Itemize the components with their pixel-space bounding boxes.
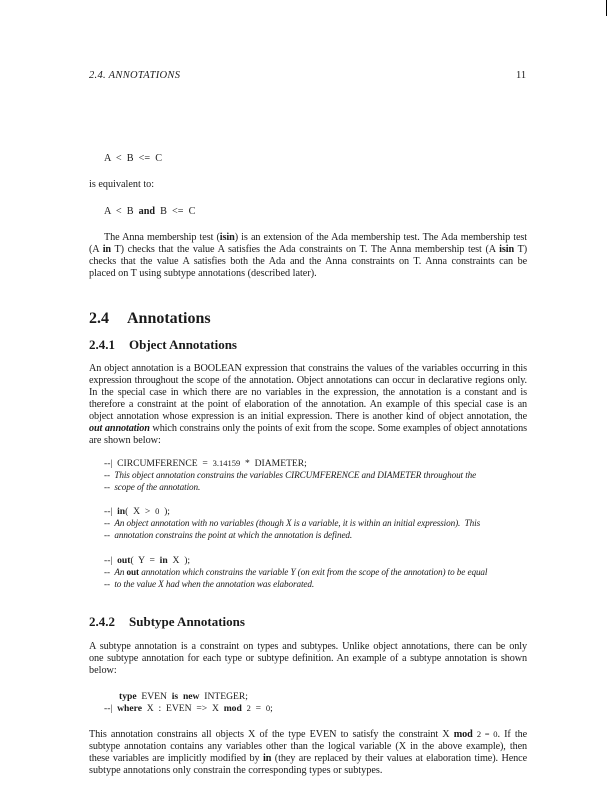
paragraph-line: [89, 268, 317, 279]
section-heading: [89, 310, 211, 328]
text-segment: where: [117, 703, 142, 714]
text-segment: ( X >: [125, 506, 156, 517]
text-segment: 3.14159: [212, 458, 241, 468]
section-number: 2.4: [89, 310, 109, 327]
text-segment: A < B <= C: [104, 153, 162, 164]
code-expression: [104, 206, 195, 217]
text-segment: these variables are implicitly modified by: [89, 753, 264, 764]
text-segment: mod: [453, 729, 473, 740]
text-segment: 0: [265, 703, 271, 713]
text-segment: to the value X had when the annotation was elaborated.: [114, 579, 315, 589]
text-segment: This object annotation constrains the variables CIRCUMFERENCE and DIAMETER throughout the: [114, 470, 477, 480]
paragraph-line: [89, 753, 527, 764]
text-segment: --: [104, 518, 115, 528]
text-segment: which constrains only the points of exit from the scope. Some examples of object annotations: [149, 423, 527, 434]
annotation-comment: [104, 530, 352, 541]
text-segment: expression throughout the scope of the annotation. Object annotations can occur in declarative regions only.: [89, 375, 527, 386]
text-segment: isin: [219, 232, 235, 243]
text-segment: --|: [104, 506, 118, 517]
section-title: Annotations: [127, 310, 211, 327]
text-segment: are shown below:: [89, 435, 161, 446]
text-segment: checks that the value A satisfies both the Ada and the Anna constraints on T. Anna constraints can be: [89, 256, 527, 267]
type-declaration-code: [119, 691, 248, 702]
subsection-heading: [89, 614, 245, 629]
text-segment: below:: [89, 665, 117, 676]
page-number: 11: [516, 70, 527, 81]
text-segment: in: [263, 753, 272, 764]
text-segment: annotation constrains the point at which the annotation is defined.: [114, 530, 353, 540]
text-segment: The Anna membership test (: [104, 232, 220, 243]
text-segment: 0: [155, 506, 160, 516]
text-segment: --|: [104, 555, 118, 566]
text-segment: B <= C: [155, 206, 196, 217]
paragraph-line: [89, 641, 527, 652]
text-segment: X );: [167, 555, 191, 566]
annotation-comment: [104, 518, 480, 529]
subsection-number: 2.4.2: [89, 614, 115, 629]
text-segment: is new: [171, 691, 200, 702]
paragraph-line: [89, 729, 527, 740]
text-line: [89, 179, 154, 190]
text-segment: (they are replaced by their values at elaboration time). Hence: [271, 753, 527, 764]
text-segment: A < B: [104, 206, 139, 217]
paragraph-line: [89, 244, 527, 255]
text-segment: ;: [270, 703, 273, 714]
text-segment: subtype annotation contains any variables other than the logical variable (X in the above example), then: [89, 741, 527, 752]
text-segment: 2: [246, 703, 251, 713]
text-segment: out: [126, 567, 139, 577]
text-segment: in: [159, 555, 168, 566]
text-segment: object annotation whose expression is an initial expression. There is another kind of object annotation, the: [89, 411, 527, 422]
text-segment: out: [117, 555, 131, 566]
text-segment: --: [104, 579, 115, 589]
annotation-comment: [104, 470, 476, 481]
text-segment: --: [104, 482, 115, 492]
paragraph-line: [89, 765, 382, 776]
text-segment: An: [114, 567, 127, 577]
paragraph-line: [89, 375, 527, 386]
annotation-comment: [104, 579, 314, 590]
running-header: 2.4. ANNOTATIONS: [89, 70, 181, 81]
paragraph-line: [89, 256, 527, 267]
text-segment: mod: [223, 703, 242, 714]
text-segment: ) is an extension of the Ada membership test. The Ada membership test: [234, 232, 527, 243]
annotation-comment: [104, 482, 200, 493]
text-segment: * DIAMETER;: [240, 458, 307, 469]
text-segment: X : EVEN => X: [141, 703, 224, 714]
annotation-code: [104, 555, 190, 566]
paragraph-line: [89, 363, 527, 374]
paragraph-line: [104, 232, 527, 243]
paragraph-line: [89, 435, 161, 446]
text-segment: );: [159, 506, 170, 517]
text-segment: T) checks that the value A satisfies the Ada constraints on T. The Anna membership test (A: [111, 244, 500, 255]
text-segment: T): [514, 244, 527, 255]
text-segment: subtype annotations only constrain the corresponding types or subtypes.: [89, 765, 383, 776]
text-segment: EVEN: [136, 691, 172, 702]
text-segment: placed on T using subtype annotations (described later).: [89, 268, 317, 279]
paragraph-line: [89, 387, 527, 398]
text-segment: therefore a constraint at the point of elaboration of the annotation. An example of this special case is an: [89, 399, 527, 410]
text-segment: --|: [104, 703, 118, 714]
text-segment: isin: [499, 244, 515, 255]
text-segment: type: [119, 691, 137, 702]
paragraph-line: [89, 399, 527, 410]
text-segment: (A: [89, 244, 103, 255]
annotation-code: [104, 458, 307, 469]
text-segment: out annotation: [89, 423, 150, 434]
annotation-comment: [104, 567, 487, 578]
text-segment: in: [102, 244, 111, 255]
text-segment: A subtype annotation is a constraint on types and subtypes. Unlike object annotations, there can be only: [89, 641, 527, 652]
text-segment: . If the: [497, 729, 527, 740]
page-edge-mark: [606, 0, 607, 16]
code-expression: [104, 153, 162, 164]
paragraph-line: [89, 665, 117, 676]
paragraph-line: [89, 653, 527, 664]
text-segment: one subtype annotation for each type or subtype definition. An example of a subtype annotation is shown: [89, 653, 527, 664]
text-segment: scope of the annotation.: [114, 482, 201, 492]
text-segment: --: [104, 470, 115, 480]
text-segment: An object annotation is a BOOLEAN expression that constrains the values of the variables occurring in this: [89, 363, 527, 374]
paragraph-line: [89, 411, 527, 422]
text-segment: INTEGER;: [199, 691, 248, 702]
text-segment: =: [250, 703, 266, 714]
subsection-number: 2.4.1: [89, 337, 115, 352]
paragraph-line: [89, 741, 527, 752]
text-segment: In the special case in which there are no variables in the expression, the annotation is a constant and is: [89, 387, 527, 398]
subsection-title: Subtype Annotations: [129, 614, 245, 629]
text-segment: --| CIRCUMFERENCE =: [104, 458, 213, 469]
text-segment: --: [104, 530, 115, 540]
subtype-annotation-code: [104, 703, 273, 714]
text-segment: ( Y =: [130, 555, 160, 566]
text-segment: --: [104, 567, 115, 577]
text-segment: is equivalent to:: [89, 179, 155, 190]
subsection-heading: [89, 337, 237, 352]
text-segment: annotation which constrains the variable Y (on exit from the scope of the annotation) to be equal: [139, 567, 488, 577]
paragraph-line: [89, 423, 527, 434]
text-segment: This annotation constrains all objects X of the type EVEN to satisfy the constraint X: [89, 729, 454, 740]
text-segment: and: [138, 206, 156, 217]
text-segment: An object annotation with no variables (though X is a variable, it is within an initial expression). This: [114, 518, 481, 528]
annotation-code: [104, 506, 170, 517]
subsection-title: Object Annotations: [129, 337, 237, 352]
text-segment: in: [117, 506, 126, 517]
text-segment: 2 = 0: [476, 729, 498, 739]
